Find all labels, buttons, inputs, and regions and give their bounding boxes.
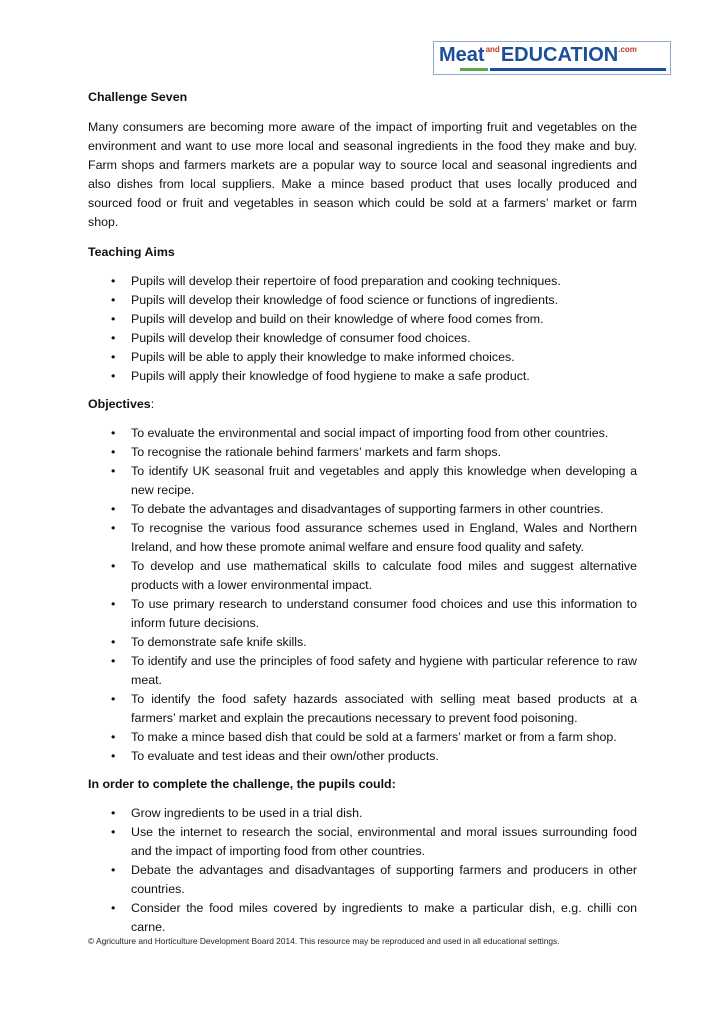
objective-item xyxy=(88,690,637,728)
complete-challenge-list xyxy=(88,804,637,937)
objective-item-text: To identify UK seasonal fruit and vegetables and apply this knowledge when developing a new recipe. xyxy=(131,464,637,497)
objective-item-text: To evaluate and test ideas and their own/other products. xyxy=(131,749,439,763)
objective-item-text: To use primary research to understand consumer food choices and use this information to inform future decisions. xyxy=(131,597,637,630)
teaching-aims-list xyxy=(88,272,637,386)
logo-education-text: EDUCATION xyxy=(500,44,619,66)
objective-item xyxy=(88,462,637,500)
objective-item-text: To evaluate the environmental and social impact of importing food from other countries. xyxy=(131,426,609,440)
logo-text xyxy=(439,44,637,67)
bullet-icon: • xyxy=(111,521,116,535)
bullet-icon: • xyxy=(111,350,116,364)
objective-item-text: To identify and use the principles of food safety and hygiene with particular reference to raw meat. xyxy=(131,654,637,687)
bullet-icon: • xyxy=(111,749,116,763)
challenge-activity-item xyxy=(88,899,637,937)
teaching-aim-item-text: Pupils will develop their knowledge of consumer food choices. xyxy=(131,331,471,345)
logo-meat-text: Meat xyxy=(439,44,485,66)
objective-item-text: To recognise the rationale behind farmers’ markets and farm shops. xyxy=(131,445,502,459)
bullet-icon: • xyxy=(111,502,116,516)
objectives-heading xyxy=(88,395,637,414)
objective-item-text: To develop and use mathematical skills to calculate food miles and suggest alternative products with a lower environmental impact. xyxy=(131,559,637,592)
page-title: Challenge Seven xyxy=(88,90,188,104)
bullet-icon: • xyxy=(111,426,116,440)
objective-item-text: To identify the food safety hazards associated with selling meat based products at a farmers’ market and explain the precautions necessary to prevent food poisoning. xyxy=(131,692,637,725)
bullet-icon: • xyxy=(111,274,116,288)
bullet-icon: • xyxy=(111,863,116,877)
intro-paragraph: Many consumers are becoming more aware of the impact of importing fruit and vegetables on the environment and want to use more local and seasonal ingredients in the food they make and buy. Farm shops and farmers markets are a popular way to source local and seasonal ingredients and also dishes from local suppliers. Make a mince based product that uses locally produced and sourced food or fruit and vegetables in season which could be sold at a farmers’ market or farm shop. xyxy=(88,120,637,229)
bullet-icon: • xyxy=(111,635,116,649)
bullet-icon: • xyxy=(111,369,116,383)
objective-item xyxy=(88,500,637,519)
document-body xyxy=(88,88,637,937)
bullet-icon: • xyxy=(111,692,116,706)
bullet-icon: • xyxy=(111,901,116,915)
objective-item xyxy=(88,747,637,766)
objectives-heading-colon: : xyxy=(150,397,155,411)
challenge-activity-item-text: Debate the advantages and disadvantages of supporting farmers and producers in other countries. xyxy=(131,863,637,896)
challenge-activity-item xyxy=(88,861,637,899)
teaching-aim-item xyxy=(88,348,637,367)
teaching-aim-item xyxy=(88,272,637,291)
objective-item-text: To debate the advantages and disadvantages of supporting farmers in other countries. xyxy=(131,502,604,516)
bullet-icon: • xyxy=(111,312,116,326)
bullet-icon: • xyxy=(111,806,116,820)
teaching-aim-item-text: Pupils will develop their repertoire of food preparation and cooking techniques. xyxy=(131,274,561,288)
logo-green-bar xyxy=(460,68,488,71)
bullet-icon: • xyxy=(111,559,116,573)
teaching-aim-item xyxy=(88,329,637,348)
logo-and-text: and xyxy=(485,45,500,54)
challenge-activity-item-text: Consider the food miles covered by ingredients to make a particular dish, e.g. chilli con carne. xyxy=(131,901,637,934)
objective-item xyxy=(88,424,637,443)
objective-item xyxy=(88,652,637,690)
teaching-aim-item xyxy=(88,291,637,310)
objectives-heading-text: Objectives xyxy=(88,397,151,411)
bullet-icon: • xyxy=(111,597,116,611)
bullet-icon: • xyxy=(111,293,116,307)
teaching-aim-item-text: Pupils will be able to apply their knowledge to make informed choices. xyxy=(131,350,515,364)
copyright-footer: © Agriculture and Horticulture Development Board 2014. This resource may be reproduced and used in all educational settings. xyxy=(88,936,560,946)
teaching-aim-item xyxy=(88,310,637,329)
teaching-aim-item xyxy=(88,367,637,386)
bullet-icon: • xyxy=(111,654,116,668)
teaching-aims-heading: Teaching Aims xyxy=(88,245,175,259)
objective-item-text: To make a mince based dish that could be sold at a farmers’ market or from a farm shop. xyxy=(131,730,617,744)
objective-item xyxy=(88,728,637,747)
objective-item xyxy=(88,595,637,633)
objective-item-text: To recognise the various food assurance schemes used in England, Wales and Northern Ireland, and how these promote animal welfare and ensure food quality and safety. xyxy=(131,521,637,554)
teaching-aim-item-text: Pupils will develop and build on their knowledge of where food comes from. xyxy=(131,312,544,326)
teaching-aim-item-text: Pupils will apply their knowledge of food hygiene to make a safe product. xyxy=(131,369,530,383)
challenge-activity-item-text: Use the internet to research the social, environmental and moral issues surrounding food and the impact of importing food from other countries. xyxy=(131,825,637,858)
objectives-list xyxy=(88,424,637,766)
objective-item xyxy=(88,633,637,652)
bullet-icon: • xyxy=(111,331,116,345)
challenge-activity-item xyxy=(88,823,637,861)
bullet-icon: • xyxy=(111,730,116,744)
objective-item-text: To demonstrate safe knife skills. xyxy=(131,635,307,649)
challenge-activity-item-text: Grow ingredients to be used in a trial dish. xyxy=(131,806,363,820)
bullet-icon: • xyxy=(111,445,116,459)
objective-item xyxy=(88,443,637,462)
bullet-icon: • xyxy=(111,825,116,839)
objective-item xyxy=(88,557,637,595)
meat-and-education-logo xyxy=(433,41,671,75)
complete-challenge-heading: In order to complete the challenge, the pupils could: xyxy=(88,777,396,791)
logo-blue-bar xyxy=(490,68,666,71)
challenge-activity-item xyxy=(88,804,637,823)
bullet-icon: • xyxy=(111,464,116,478)
logo-com-text: .com xyxy=(618,45,637,54)
objective-item xyxy=(88,519,637,557)
teaching-aim-item-text: Pupils will develop their knowledge of food science or functions of ingredients. xyxy=(131,293,559,307)
